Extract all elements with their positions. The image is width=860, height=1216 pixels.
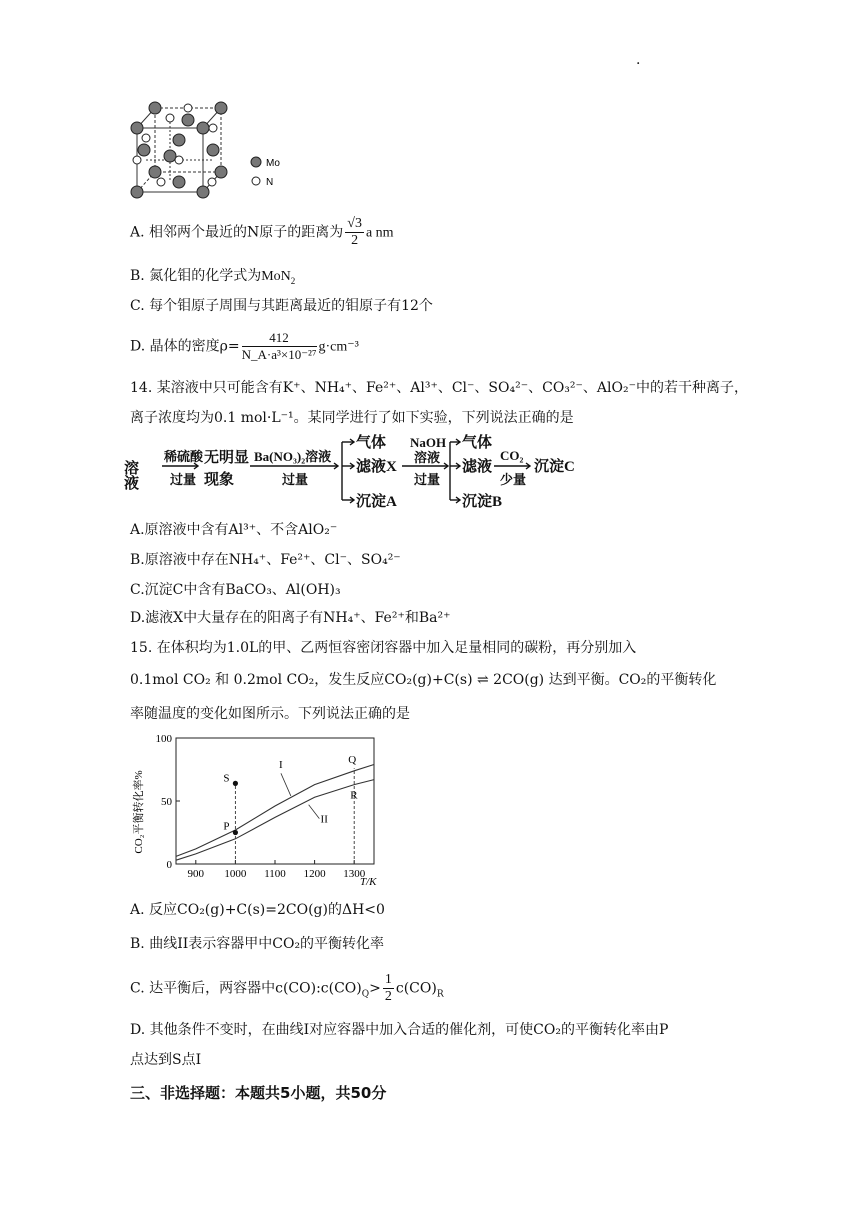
flow-reagent2-top: Ba(NO₃)₂溶液: [254, 449, 332, 464]
conversion-chart: [128, 730, 388, 890]
q14-option-d: D.滤液X中大量存在的阳离子有NH₄⁺、Fe²⁺和Ba²⁺: [130, 610, 451, 626]
flow-precip-b: 沉淀B: [462, 494, 503, 510]
point-label-R: R: [350, 789, 358, 802]
n-legend-icon: [252, 177, 260, 185]
legend-mo: Mo: [266, 158, 280, 169]
point-label-S: S: [223, 772, 230, 785]
legend-n: N: [266, 177, 274, 188]
flow-reagent1-top: 稀硫酸: [164, 449, 204, 464]
flow-reagent4-top: CO₂: [500, 448, 524, 463]
q13-option-a: A. 相邻两个最近的N原子的距离为 $\frac{√3}{2}$ a nm: [130, 216, 394, 248]
point-S: [233, 781, 238, 786]
point-label-P: P: [223, 820, 230, 833]
q15-option-c: C. 达平衡后，两容器中$c(CO):c(CO)_Q>$ $\frac{1}{2}$ $c(CO)_R$: [130, 972, 444, 1004]
q14-option-a: A.原溶液中含有Al³⁺、不含AlO₂⁻: [130, 522, 338, 538]
flow-reagent4-bottom: 少量: [500, 472, 527, 487]
chart-frame: [176, 738, 374, 864]
section-three-heading: 三、非选择题：本题共5小题，共50分: [130, 1084, 387, 1102]
mo-legend-icon: [251, 157, 261, 167]
q15-stem-line1: 15. 在体积均为1.0L的甲、乙两恒容密闭容器中加入足量相同的碳粉，再分别加入: [130, 640, 637, 656]
q15-option-b: B. 曲线II表示容器甲中CO₂的平衡转化率: [130, 936, 385, 952]
point-P: [233, 830, 238, 835]
flow-precip-c: 沉淀C: [534, 459, 575, 475]
x-tick-label-1200: 1200: [303, 868, 326, 880]
y-tick-label-100: 100: [155, 733, 172, 745]
flow-reagent3-b: 溶液: [414, 450, 441, 465]
q15-option-d-line1: D. 其他条件不变时，在曲线I对应容器中加入合适的催化剂，可使CO₂的平衡转化率由P: [130, 1022, 669, 1038]
point-label-Q: Q: [348, 753, 357, 766]
series-line-I: [176, 765, 374, 857]
flow-filtrate-x: 滤液X: [356, 459, 397, 475]
y-tick-label-50: 50: [161, 796, 172, 808]
q15-stem-line2: 0.1mol CO₂ 和 0.2mol CO₂，发生反应CO₂(g)+C(s) ⇌ 2CO(g) 达到平衡。CO₂的平衡转化: [130, 672, 717, 688]
flow-gas2: 气体: [462, 435, 493, 451]
flow-obs1: 无明显: [204, 450, 250, 466]
chart-ylabel: CO₂平衡转化率%: [133, 770, 145, 854]
q14-flow-diagram: [122, 432, 596, 514]
q13-option-d: D. 晶体的密度ρ= $\frac{412}{\text{N\_A·a³×10⁻²⁷}}$ g·cm⁻³: [130, 330, 359, 362]
series-label-I: I: [278, 759, 283, 772]
flow-reagent2-bottom: 过量: [282, 472, 309, 487]
flow-gas1: 气体: [356, 435, 387, 451]
series-label-II: II: [320, 813, 328, 826]
flow-filtrate: 滤液: [462, 459, 493, 475]
q14-stem-line1: 14. 某溶液中只可能含有K⁺、NH₄⁺、Fe²⁺、Al³⁺、Cl⁻、SO₄²⁻、CO₃²⁻、AlO₂⁻中的若干种离子，: [130, 380, 748, 396]
x-tick-label-1000: 1000: [224, 868, 247, 880]
x-tick-label-900: 900: [187, 868, 205, 880]
x-tick-label-1100: 1100: [264, 868, 286, 880]
page-dot: ·: [636, 56, 641, 72]
flow-solution: 溶液: [122, 460, 138, 490]
q13-option-b: B. 氮化钼的化学式为MoN$_2$: [130, 268, 296, 286]
flow-reagent3-a: NaOH: [410, 435, 447, 450]
flow-reagent1-bottom: 过量: [170, 472, 197, 487]
series-leader-I: [281, 773, 291, 796]
flow-precip-a: 沉淀A: [356, 494, 397, 510]
q15-option-d-line2: 点达到S点I: [130, 1052, 202, 1068]
q14-option-b: B.原溶液中存在NH₄⁺、Fe²⁺、Cl⁻、SO₄²⁻: [130, 552, 401, 568]
series-line-II: [176, 780, 374, 861]
q15-option-a: A. 反应CO₂(g)+C(s)=2CO(g)的ΔH<0: [130, 902, 385, 918]
flow-obs2: 现象: [204, 472, 235, 488]
q13-option-c: C. 每个钼原子周围与其距离最近的钼原子有12个: [130, 298, 433, 314]
series-leader-II: [309, 805, 320, 819]
x-tick-label-1300: 1300: [343, 868, 366, 880]
chart-xlabel: T/K: [360, 876, 377, 888]
flow-reagent3-bottom: 过量: [414, 472, 441, 487]
q15-stem-line3: 率随温度的变化如图所示。下列说法正确的是: [130, 706, 410, 722]
crystal-structure-figure: [125, 98, 285, 200]
q14-option-c: C.沉淀C中含有BaCO₃、Al(OH)₃: [130, 582, 341, 598]
y-tick-label-0: 0: [166, 859, 172, 871]
q14-stem-line2: 离子浓度均为0.1 mol·L⁻¹。某同学进行了如下实验，下列说法正确的是: [130, 410, 574, 426]
